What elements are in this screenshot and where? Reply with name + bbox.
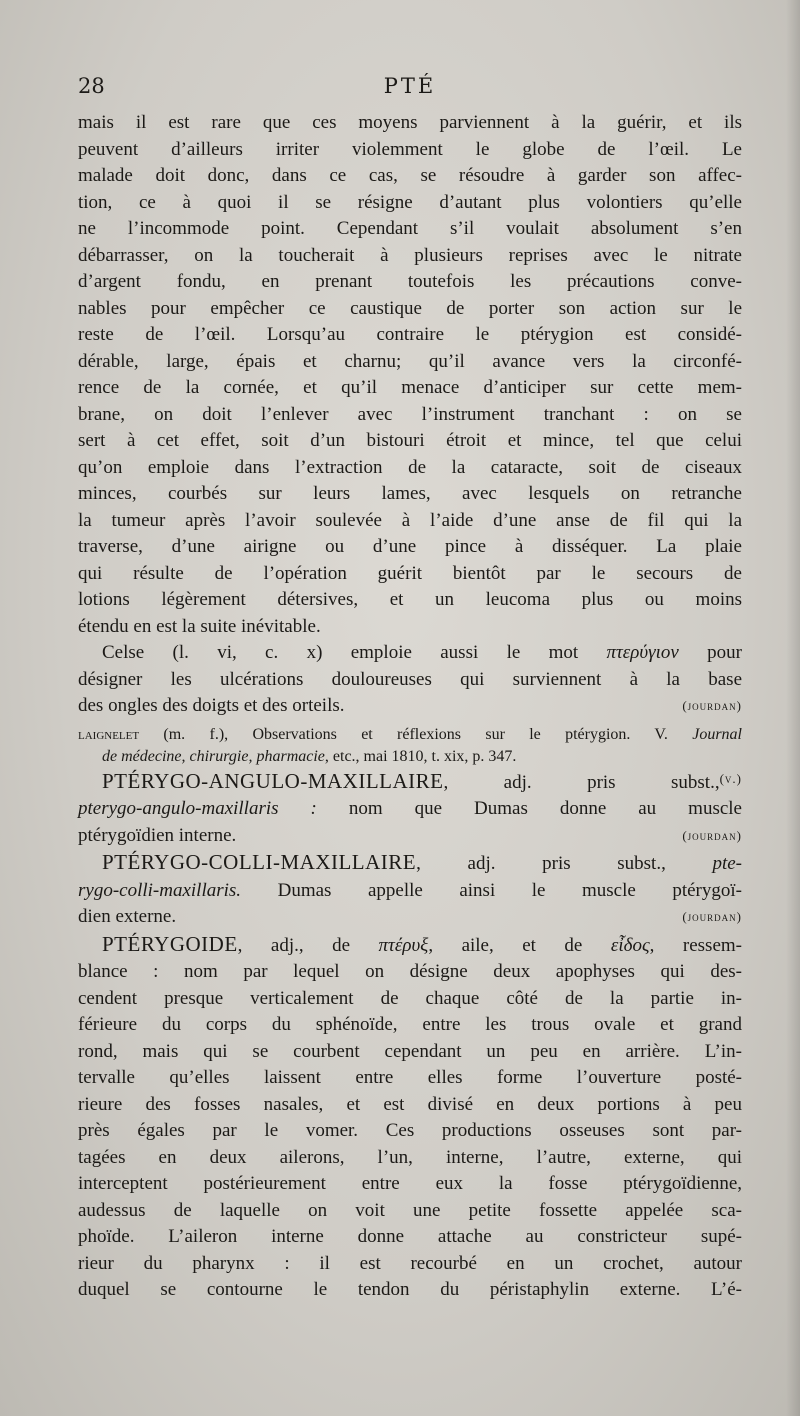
text-line: interceptent postérieurement entre eux la fosse ptérygoïdienne, xyxy=(78,1173,742,1194)
text-line: lotions légèrement détersives, et un leucoma plus ou moins xyxy=(78,589,742,610)
author-signature: (v.) xyxy=(719,770,742,786)
latin-term: pterygo-angulo-maxillaris : xyxy=(78,798,317,819)
text-line: rence de la cornée, et qu’il menace d’anticiper sur cette mem- xyxy=(78,377,742,398)
text-line: reste de l’œil. Lorsqu’au contraire le ptérygion est considé- xyxy=(78,324,742,345)
text-line xyxy=(78,768,742,797)
text-line xyxy=(78,904,742,931)
text-span: (m. f.), Observations et réflexions sur le ptérygion. V. xyxy=(139,725,693,743)
text-span: , ressem- xyxy=(649,934,742,956)
text-line: duquel se contourne le tendon du péristaphylin externe. L’é- xyxy=(78,1279,742,1300)
text-span: , adj. pris subst., xyxy=(416,853,713,874)
text-line xyxy=(78,931,742,960)
text-span: , etc., mai 1810, t. xix, p. 347. xyxy=(324,747,517,765)
text-line: sert à cet effet, soit d’un bistouri étroit et mince, tel que celui xyxy=(78,430,742,451)
text-line xyxy=(78,640,742,667)
text-span: , adj., de xyxy=(237,934,379,956)
text-line: dérable, large, épais et charnu; qu’il avance vers la circonfé- xyxy=(78,350,742,372)
text-line: phoïde. L’aileron interne donne attache au constricteur supé- xyxy=(78,1226,742,1247)
greek-word: πτέρυξ xyxy=(378,934,429,956)
text-line: près égales par le vomer. Ces productions osseuses sont par- xyxy=(78,1120,742,1141)
text-span: , aile, et de xyxy=(428,934,611,956)
text-span: nom que Dumas donne au muscle xyxy=(316,798,742,819)
text-line xyxy=(78,849,742,878)
entry-headword: PTÉRYGO-ANGULO-MAXILLAIRE xyxy=(102,768,444,793)
text-line: étendu en est la suite inévitable. xyxy=(78,615,321,637)
text-line: tagées en deux ailerons, l’un, interne, l’autre, externe, qui xyxy=(78,1146,742,1168)
text-line: rieur du pharynx : il est recourbé en un crochet, autour xyxy=(78,1252,742,1274)
text-line: peuvent d’ailleurs irriter violemment le globe de l’œil. Le xyxy=(78,138,742,160)
journal-title: Journal xyxy=(692,725,742,743)
text-line: malade doit donc, dans ce cas, se résoudre à garder son affec- xyxy=(78,165,742,186)
author-signature: (jourdan) xyxy=(682,827,742,843)
text-line: férieure du corps du sphénoïde, entre les trous ovale et grand xyxy=(78,1014,742,1035)
text-line: mais il est rare que ces moyens parviennent à la guérir, et ils xyxy=(78,112,742,133)
text-span: dien externe. xyxy=(78,906,177,927)
journal-title: de médecine, chirurgie, pharmacie xyxy=(102,747,325,765)
text-span: , adj. pris subst., xyxy=(443,771,720,793)
entry-headword: PTÉRYGOIDE xyxy=(102,931,238,956)
text-line: tervalle qu’elles laissent entre elles forme l’ouverture posté- xyxy=(78,1067,742,1088)
text-line: qui résulte de l’opération guérit bientôt par le secours de xyxy=(78,562,742,584)
page-body xyxy=(78,110,742,1304)
entry-pterygo-colli-maxillaire xyxy=(78,849,742,931)
text-line: traverse, d’une airigne ou d’une pince à disséquer. La plaie xyxy=(78,536,742,557)
running-head: PTÉ xyxy=(383,74,437,98)
page-shadow xyxy=(786,0,800,1416)
text-line: débarrasser, on la toucherait à plusieurs reprises avec le nitrate xyxy=(78,244,742,266)
reference-author: laignelet xyxy=(78,725,140,743)
text-line: brane, on doit l’enlever avec l’instrument tranchant : on se xyxy=(78,403,742,425)
text-line: minces, courbés sur leurs lames, avec lesquels on retranche xyxy=(78,483,742,504)
text-line: ne l’incommode point. Cependant s’il voulait absolument s’en xyxy=(78,218,742,239)
text-span: pour xyxy=(678,642,742,663)
entry-pterygoide xyxy=(78,931,742,1304)
text-span: Dumas appelle ainsi le muscle ptérygoï- xyxy=(241,879,742,901)
paragraph-celse xyxy=(78,640,742,720)
text-span: des ongles des doigts et des orteils. xyxy=(78,695,345,716)
paragraph-pterygion-treatment xyxy=(78,110,742,640)
text-line xyxy=(78,693,742,720)
page-number: 28 xyxy=(78,74,105,98)
greek-word: εἶδος xyxy=(610,934,650,956)
page-header xyxy=(78,74,742,104)
text-line: désigner les ulcérations douloureuses qui surviennent à la base xyxy=(78,668,742,690)
author-signature: (jourdan) xyxy=(682,698,742,713)
text-line: rond, mais qui se courbent cependant un peu en arrière. L’in- xyxy=(78,1040,742,1062)
text-line: d’argent fondu, en prenant toutefois les précautions conve- xyxy=(78,271,742,292)
text-line xyxy=(78,823,742,850)
text-span: ptérygoïdien interne. xyxy=(78,824,237,846)
text-line xyxy=(78,746,742,768)
text-line xyxy=(78,724,742,746)
text-line: cendent presque verticalement de chaque côté de la partie in- xyxy=(78,987,742,1009)
latin-term: pte- xyxy=(712,853,742,874)
latin-term: rygo-colli-maxillaris. xyxy=(78,879,242,901)
text-line: audessus de laquelle on voit une petite fossette appelée sca- xyxy=(78,1199,742,1221)
text-line: blance : nom par lequel on désigne deux apophyses qui des- xyxy=(78,961,742,982)
text-line: rieure des fosses nasales, et est divisé en deux portions à peu xyxy=(78,1093,742,1115)
text-line: nables pour empêcher ce caustique de porter son action sur le xyxy=(78,297,742,319)
entry-headword: PTÉRYGO-COLLI-MAXILLAIRE xyxy=(102,850,417,874)
text-line: qu’on emploie dans l’extraction de la cataracte, soit de ciseaux xyxy=(78,456,742,478)
text-span: Celse (l. vi, c. x) emploie aussi le mot xyxy=(102,642,607,663)
author-signature: (jourdan) xyxy=(682,909,742,924)
text-line xyxy=(78,878,742,905)
text-line xyxy=(78,796,742,823)
text-line: tion, ce à quoi il se résigne d’autant plus volontiers qu’elle xyxy=(78,191,742,213)
entry-pterygo-angulo-maxillaire xyxy=(78,768,742,850)
text-line: la tumeur après l’avoir soulevée à l’aide d’une anse de fil qui la xyxy=(78,509,742,531)
greek-word: πτερύγιον xyxy=(606,642,679,663)
